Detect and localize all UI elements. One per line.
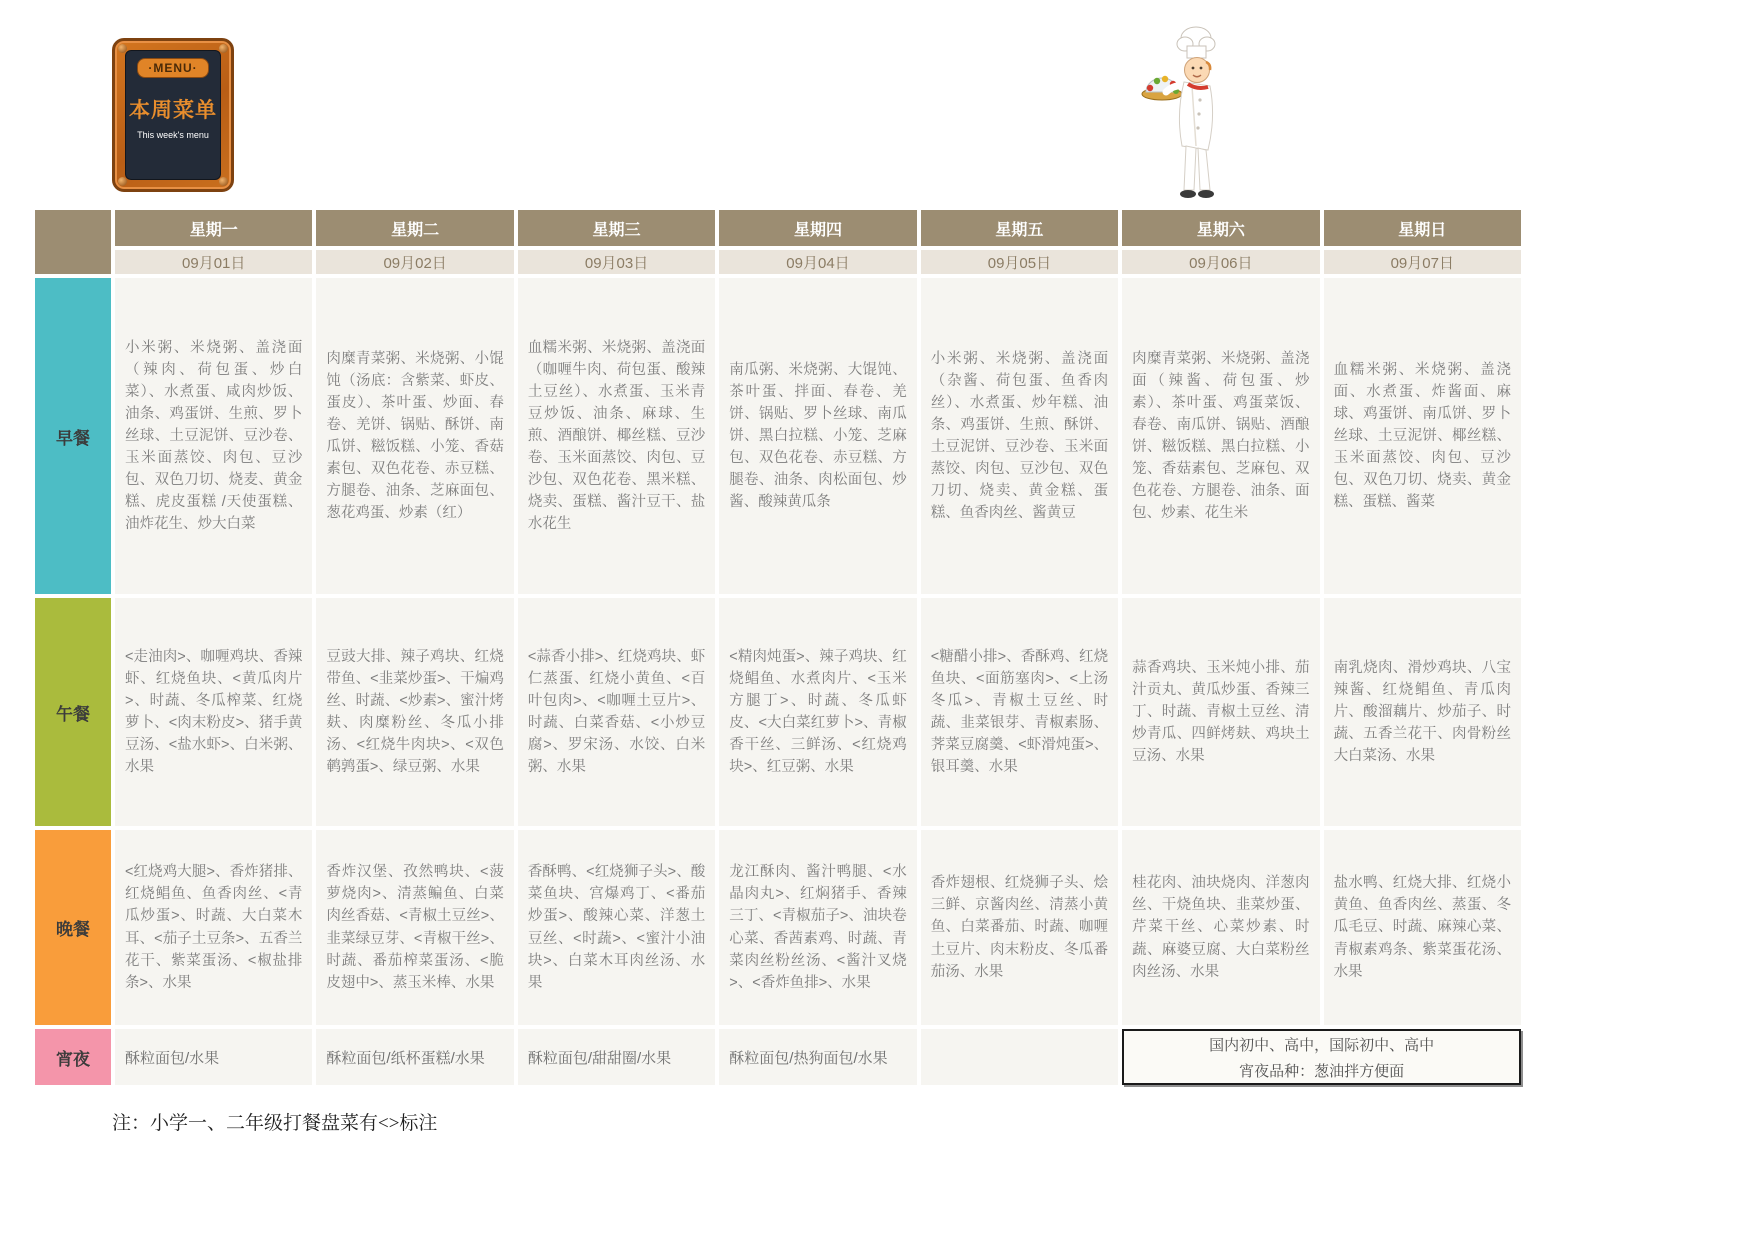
day-header: 星期二 [316,210,513,246]
date-cell: 09月03日 [518,250,715,274]
menu-cell: 南乳烧肉、滑炒鸡块、八宝辣酱、红烧鲳鱼、青瓜肉片、酸溜藕片、炒茄子、时蔬、五香兰花干、肉骨粉丝大白菜汤、水果 [1324,598,1521,826]
snack-cell: 酥粒面包/甜甜圈/水果 [518,1029,715,1085]
meal-label-dinner: 晚餐 [35,830,111,1025]
menu-table [35,210,1521,1085]
menu-cell: 蒜香鸡块、玉米炖小排、茄汁贡丸、黄瓜炒蛋、香辣三丁、时蔬、青椒土豆丝、清炒青瓜、四鲜烤麸、鸡块土豆汤、水果 [1122,598,1319,826]
menu-cell: 小米粥、米烧粥、盖浇面（辣肉、荷包蛋、炒白菜）、水煮蛋、咸肉炒饭、油条、鸡蛋饼、生煎、罗卜丝球、土豆泥饼、豆沙卷、玉米面蒸饺、肉包、豆沙包、双色刀切、烧麦、黄金糕、虎皮蛋糕 /天使蛋糕、油炸花生、炒大白菜 [115,278,312,594]
snack-special-note [1122,1029,1521,1085]
day-header: 星期日 [1324,210,1521,246]
date-cell: 09月07日 [1324,250,1521,274]
menu-cell: 香酥鸭、<红烧狮子头>、酸菜鱼块、宫爆鸡丁、<番茄炒蛋>、酸辣心菜、洋葱土豆丝、<时蔬>、<蜜汁小油块>、白菜木耳肉丝汤、水果 [518,830,715,1025]
day-header: 星期四 [719,210,916,246]
menu-subtitle: This week's menu [137,130,209,140]
menu-cell: 南瓜粥、米烧粥、大馄饨、茶叶蛋、拌面、春卷、羌饼、锅贴、罗卜丝球、南瓜饼、黑白拉糕、小笼、芝麻包、双色花卷、赤豆糕、方腿卷、油条、肉松面包、炒酱、酸辣黄瓜条 [719,278,916,594]
snack-cell: 酥粒面包/水果 [115,1029,312,1085]
menu-cell: 肉糜青菜粥、米烧粥、盖浇面（辣酱、荷包蛋、炒素）、茶叶蛋、鸡蛋菜饭、春卷、南瓜饼、锅贴、酒酿饼、糍饭糕、黑白拉糕、小笼、香菇素包、芝麻包、双色花卷、方腿卷、油条、面包、炒素、花生米 [1122,278,1319,594]
date-cell: 09月06日 [1122,250,1319,274]
menu-cell: <走油肉>、咖喱鸡块、香辣虾、红烧鱼块、<黄瓜肉片>、时蔬、冬瓜榨菜、红烧萝卜、<肉末粉皮>、猪手黄豆汤、<盐水虾>、白米粥、水果 [115,598,312,826]
menu-cell: 桂花肉、油块烧肉、洋葱肉丝、干烧鱼块、韭菜炒蛋、芹菜干丝、心菜炒素、时蔬、麻婆豆腐、大白菜粉丝肉丝汤、水果 [1122,830,1319,1025]
footnote: 注：小学一、二年级打餐盘菜有<>标注 [112,1113,438,1134]
snack-cell-empty [921,1029,1118,1085]
menu-cell: 肉糜青菜粥、米烧粥、小馄饨（汤底：含紫菜、虾皮、蛋皮）、茶叶蛋、炒面、春卷、羌饼、锅贴、酥饼、南瓜饼、糍饭糕、小笼、香菇素包、双色花卷、赤豆糕、方腿卷、油条、芝麻面包、葱花鸡蛋、炒素（红） [316,278,513,594]
meal-label-snack: 宵夜 [35,1029,111,1085]
day-header: 星期一 [115,210,312,246]
day-header: 星期五 [921,210,1118,246]
date-cell: 09月02日 [316,250,513,274]
date-cell: 09月04日 [719,250,916,274]
menu-cell: 小米粥、米烧粥、盖浇面（杂酱、荷包蛋、鱼香肉丝）、水煮蛋、炒年糕、油条、鸡蛋饼、生煎、酥饼、土豆泥饼、豆沙卷、玉米面蒸饺、肉包、豆沙包、双色刀切、烧卖、黄金糕、蛋糕、鱼香肉丝、酱黄豆 [921,278,1118,594]
day-header: 星期六 [1122,210,1319,246]
bolt-icon [219,44,228,53]
menu-banner-label: ·MENU· [137,58,208,78]
menu-cell: <糖醋小排>、香酥鸡、红烧鱼块、<面筋塞肉>、<上汤冬瓜>、青椒土豆丝、时蔬、韭菜银芽、青椒素肠、荠菜豆腐羹、<虾滑炖蛋>、银耳羹、水果 [921,598,1118,826]
corner-cell [35,210,111,274]
day-header: 星期三 [518,210,715,246]
snack-special-note-line2: 宵夜品种：葱油拌方便面 [1239,1062,1405,1080]
snack-special-note-line1: 国内初中、高中，国际初中、高中 [1209,1036,1435,1054]
meal-label-breakfast: 早餐 [35,278,111,594]
date-cell: 09月05日 [921,250,1118,274]
menu-cell: 血糯米粥、米烧粥、盖浇面（咖喱牛肉、荷包蛋、酸辣土豆丝）、水煮蛋、玉米青豆炒饭、油条、麻球、生煎、酒酿饼、椰丝糕、豆沙卷、玉米面蒸饺、肉包、豆沙包、双色花卷、黑米糕、烧卖、蛋糕、酱汁豆干、盐水花生 [518,278,715,594]
menu-cell: <蒜香小排>、红烧鸡块、虾仁蒸蛋、红烧小黄鱼、<百叶包肉>、<咖喱土豆片>、时蔬、白菜香菇、<小炒豆腐>、罗宋汤、水饺、白米粥、水果 [518,598,715,826]
snack-cell: 酥粒面包/热狗面包/水果 [719,1029,916,1085]
menu-cell: 香炸汉堡、孜然鸭块、<菠萝烧肉>、清蒸鳊鱼、白菜肉丝香菇、<青椒土豆丝>、韭菜绿豆芽、<青椒干丝>、时蔬、番茄榨菜蛋汤、<脆皮翅中>、蒸玉米棒、水果 [316,830,513,1025]
menu-cell: 盐水鸭、红烧大排、红烧小黄鱼、鱼香肉丝、蒸蛋、冬瓜毛豆、时蔬、麻辣心菜、青椒素鸡条、紫菜蛋花汤、水果 [1324,830,1521,1025]
menu-logo-board [125,50,221,180]
menu-cell: <红烧鸡大腿>、香炸猪排、红烧鲳鱼、鱼香肉丝、<青瓜炒蛋>、时蔬、大白菜木耳、<茄子土豆条>、五香兰花干、紫菜蛋汤、<椒盐排条>、水果 [115,830,312,1025]
bolt-icon [219,177,228,186]
snack-cell: 酥粒面包/纸杯蛋糕/水果 [316,1029,513,1085]
menu-cell: 香炸翅根、红烧狮子头、烩三鲜、京酱肉丝、清蒸小黄鱼、白菜番茄、时蔬、咖喱土豆片、肉末粉皮、冬瓜番茄汤、水果 [921,830,1118,1025]
date-cell: 09月01日 [115,250,312,274]
menu-cell: 血糯米粥、米烧粥、盖浇面、水煮蛋、炸酱面、麻球、鸡蛋饼、南瓜饼、罗卜丝球、土豆泥饼、椰丝糕、玉米面蒸饺、肉包、豆沙包、双色刀切、烧卖、黄金糕、蛋糕、酱菜 [1324,278,1521,594]
bolt-icon [118,177,127,186]
menu-cell: 豆豉大排、辣子鸡块、红烧带鱼、<韭菜炒蛋>、干煸鸡丝、时蔬、<炒素>、蜜汁烤麸、肉糜粉丝、冬瓜小排汤、<红烧牛肉块>、<双色鹌鹑蛋>、绿豆粥、水果 [316,598,513,826]
menu-logo [112,38,234,192]
menu-cell: <精肉炖蛋>、辣子鸡块、红烧鲳鱼、水煮肉片、<玉米方腿丁>、时蔬、冬瓜虾皮、<大白菜红萝卜>、青椒香干丝、三鲜汤、<红烧鸡块>、红豆粥、水果 [719,598,916,826]
menu-cell: 龙江酥肉、酱汁鸭腿、<水晶肉丸>、红焖猪手、香辣三丁、<青椒茄子>、油块卷心菜、香茜素鸡、时蔬、青菜肉丝粉丝汤、<酱汁叉烧>、<香炸鱼排>、水果 [719,830,916,1025]
meal-label-lunch: 午餐 [35,598,111,826]
menu-title: 本周菜单 [129,99,217,122]
chef-illustration [1140,22,1232,212]
